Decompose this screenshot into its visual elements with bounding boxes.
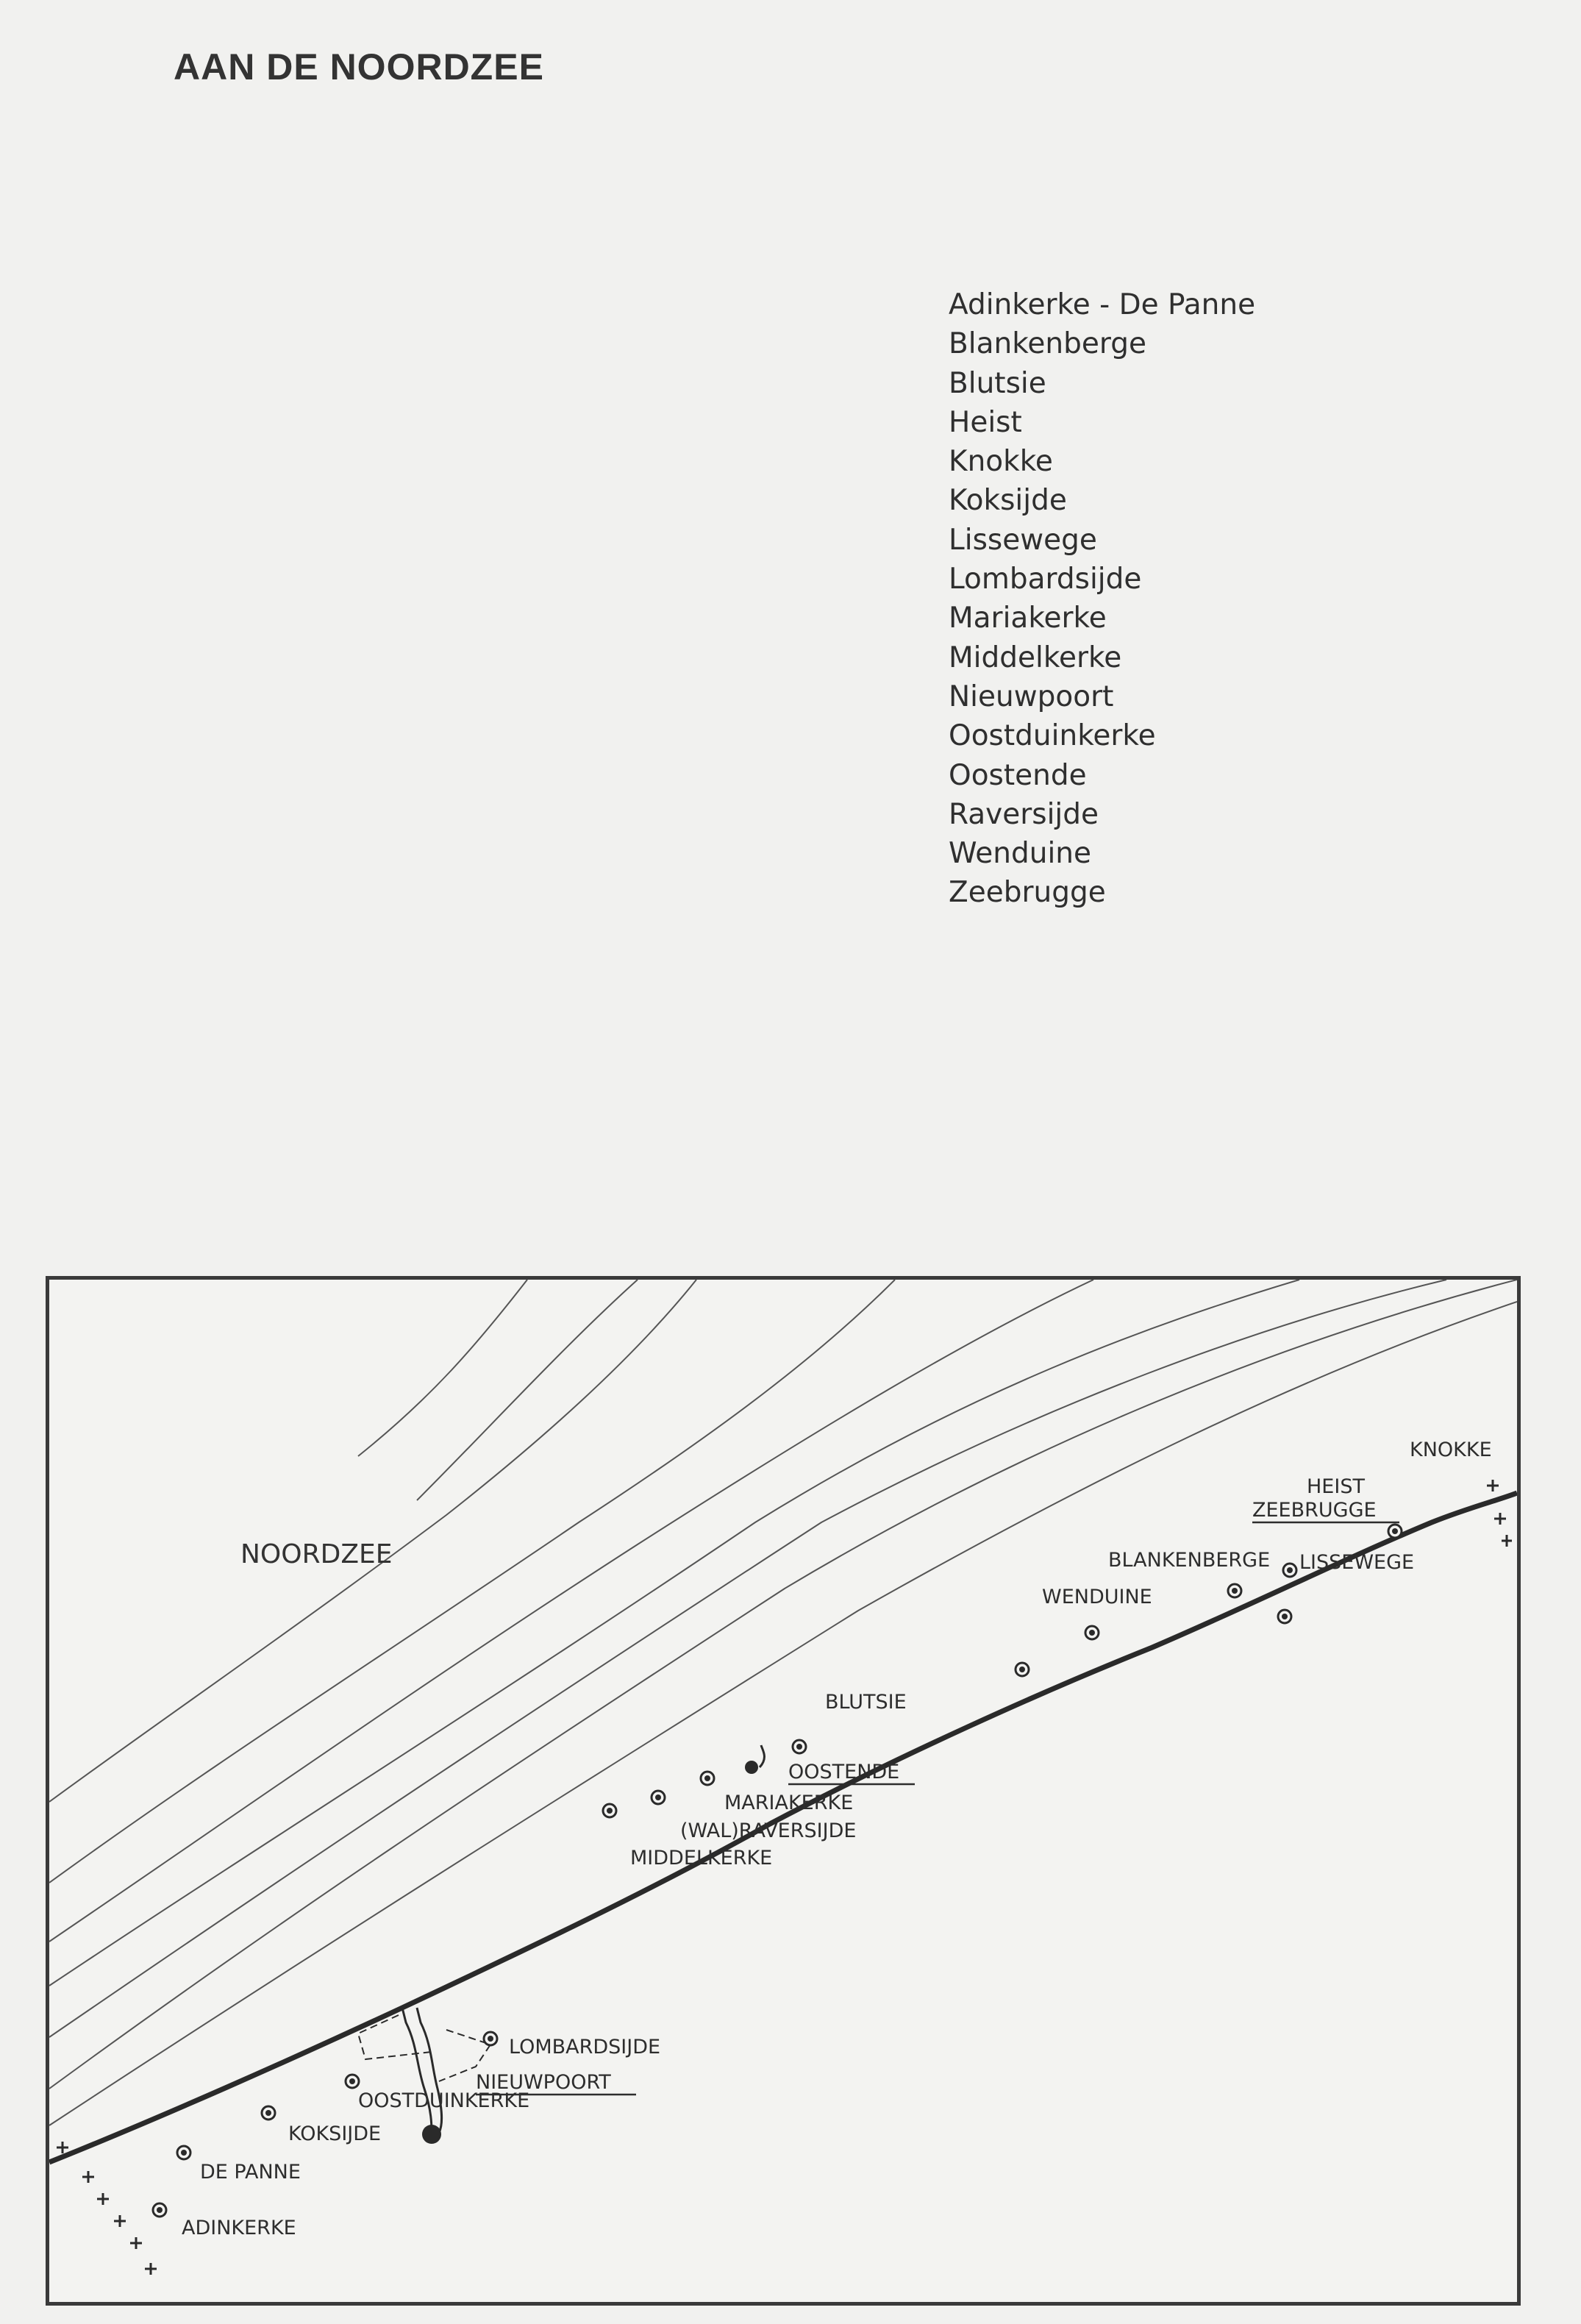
label-blutsie: BLUTSIE bbox=[825, 1691, 907, 1714]
list-item: Blankenberge bbox=[949, 327, 1146, 361]
label-knokke: KNOKKE bbox=[1410, 1439, 1492, 1461]
list-item: Nieuwpoort bbox=[949, 680, 1114, 713]
place-list bbox=[949, 285, 1255, 913]
list-item: Oostende bbox=[949, 758, 1087, 792]
label-mariakerke: MARIAKERKE bbox=[724, 1792, 854, 1814]
label-blankenberge: BLANKENBERGE bbox=[1108, 1549, 1271, 1572]
oostende-marker-icon bbox=[745, 1761, 758, 1774]
list-item: Middelkerke bbox=[949, 641, 1122, 674]
oostende-harbour bbox=[760, 1745, 764, 1767]
label-oostende: OOSTENDE bbox=[788, 1761, 900, 1783]
label-lissewege: LISSEWEGE bbox=[1299, 1551, 1415, 1574]
depth-line bbox=[49, 1280, 1299, 1986]
depth-line bbox=[49, 1280, 1517, 2089]
depth-line bbox=[49, 1302, 1517, 2125]
list-item: Lombardsijde bbox=[949, 563, 1142, 596]
sea-label: NOORDZEE bbox=[240, 1539, 393, 1569]
label-zeebrugge: ZEEBRUGGE bbox=[1252, 1499, 1377, 1522]
list-item: Raversijde bbox=[949, 797, 1099, 831]
depth-line bbox=[49, 1280, 1093, 1942]
depth-line bbox=[49, 1280, 1446, 2037]
list-item: Knokke bbox=[949, 445, 1053, 479]
ijzer-river bbox=[402, 2008, 432, 2133]
label-lombardsijde: LOMBARDSIJDE bbox=[509, 2036, 661, 2059]
label-heist: HEIST bbox=[1307, 1475, 1365, 1498]
label-adinkerke: ADINKERKE bbox=[182, 2217, 296, 2239]
list-item: Koksijde bbox=[949, 484, 1067, 518]
list-item: Heist bbox=[949, 405, 1022, 439]
list-item: Mariakerke bbox=[949, 602, 1107, 635]
list-item: Wenduine bbox=[949, 837, 1092, 871]
nieuwpoort-marker-icon bbox=[422, 2125, 441, 2144]
town-markers bbox=[153, 1525, 1402, 2217]
list-item: Blutsie bbox=[949, 366, 1046, 400]
border-crosses-west bbox=[57, 2142, 157, 2275]
list-item: Oostduinkerke bbox=[949, 719, 1156, 753]
coast-map bbox=[46, 1276, 1521, 2306]
label-oostduinkerke: OOSTDUINKERKE bbox=[358, 2089, 530, 2112]
label-de-panne: DE PANNE bbox=[200, 2161, 301, 2184]
depth-contours bbox=[49, 1280, 1517, 2125]
label-wenduine: WENDUINE bbox=[1042, 1586, 1152, 1608]
label-middelkerke: MIDDELKERKE bbox=[630, 1847, 773, 1869]
list-item: Lissewege bbox=[949, 523, 1097, 557]
list-item: Zeebrugge bbox=[949, 876, 1106, 910]
label-nieuwpoort: NIEUWPOORT bbox=[476, 2071, 611, 2094]
coast-map-svg bbox=[49, 1280, 1517, 2302]
page-title: AAN DE NOORDZEE bbox=[174, 46, 544, 88]
label-raversijde: (WAL)RAVERSIJDE bbox=[680, 1819, 857, 1842]
list-item: Adinkerke - De Panne bbox=[949, 288, 1256, 321]
border-crosses-east bbox=[1487, 1480, 1512, 1547]
depth-line bbox=[417, 1280, 638, 1500]
label-koksijde: KOKSIJDE bbox=[288, 2122, 382, 2145]
depth-line bbox=[358, 1280, 527, 1456]
